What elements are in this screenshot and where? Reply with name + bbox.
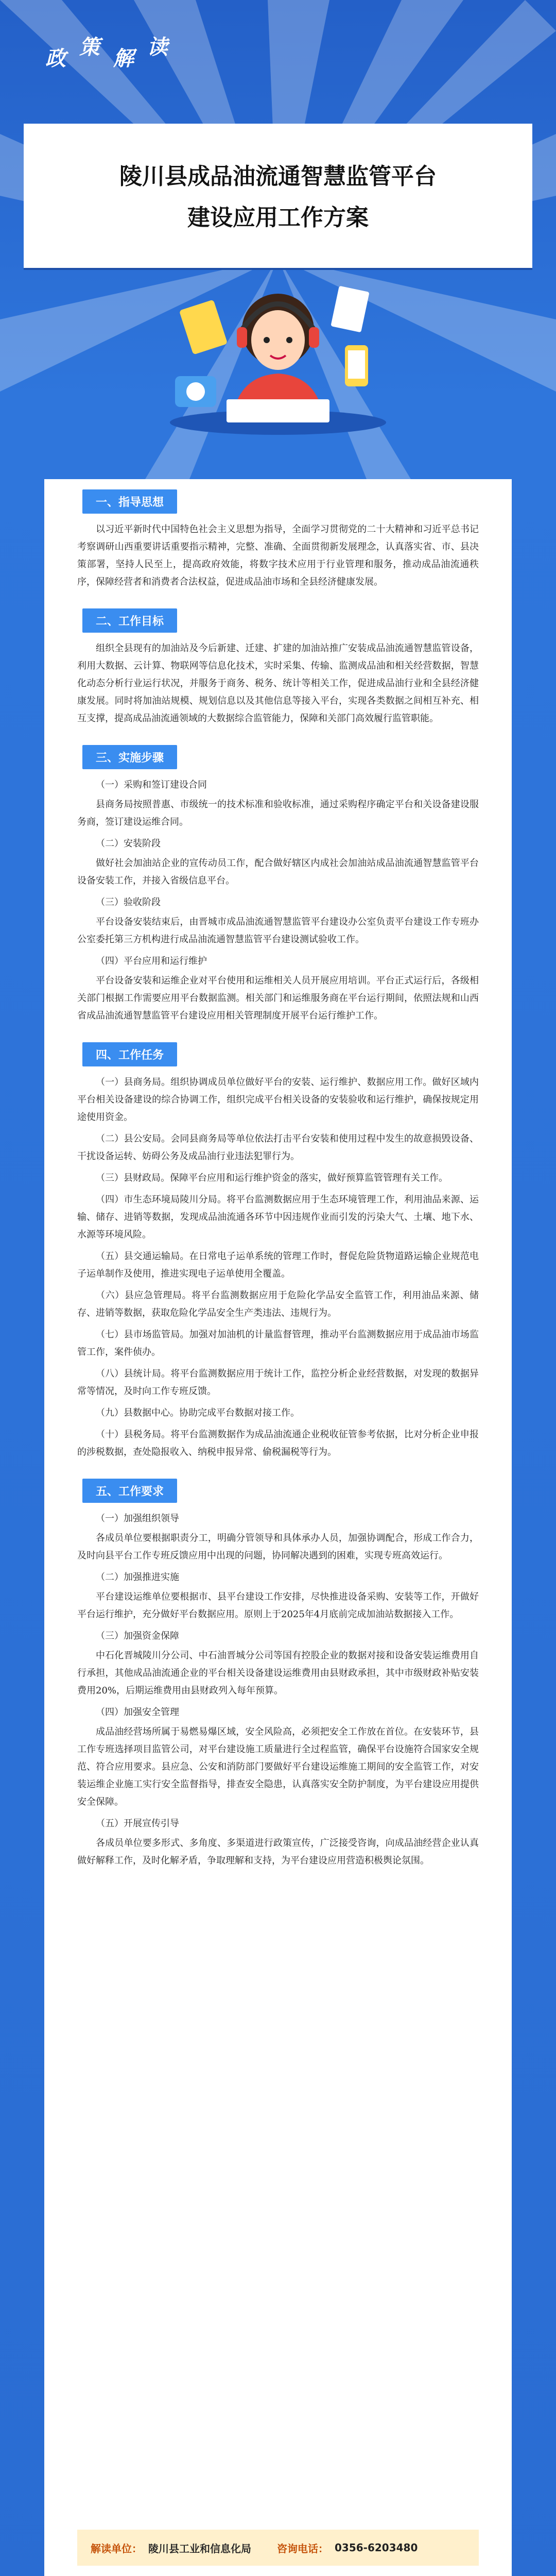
unit-name: 陵川县工业和信息化局 bbox=[148, 2542, 251, 2555]
phone-number: 0356-6203480 bbox=[335, 2541, 418, 2554]
section-heading: 二、工作目标 bbox=[82, 608, 177, 633]
document-body bbox=[77, 489, 479, 1887]
badge-char: 策 bbox=[79, 36, 103, 59]
customer-service-illustration bbox=[165, 268, 391, 438]
paragraph: （五）县交通运输局。在日常电子运单系统的管理工作时，督促危险货物道路运输企业规范电子运单制作及使用，推进实现电子运单使用全覆盖。 bbox=[77, 1251, 479, 1279]
title-line-2: 建设应用工作方案 bbox=[187, 205, 369, 231]
paragraph: 县商务局按照普惠、市级统一的技术标准和验收标准，通过采购程序确定平台和关设备建设服务商，签订建设运维合同。 bbox=[77, 799, 479, 827]
subheading: （二）加强推进实施 bbox=[96, 1572, 179, 1583]
subheading: （四）加强安全管理 bbox=[96, 1707, 179, 1718]
paragraph: （一）县商务局。组织协调成员单位做好平台的安装、运行维护、数据应用工作。做好区域内平台相关设备建设的综合协调工作，组织完成平台相关设备的安装验收和运行维护，确保按规定用途使用资金。 bbox=[77, 1077, 479, 1123]
paragraph: 成品油经营场所属于易燃易爆区域，安全风险高，必须把安全工作放在首位。在安装环节，县工作专班选择项目监管公司，对平台建设施工质量进行全过程监管，确保平台设施符合国家安全规范、符合应用要求。县应急、公安和消防部门要做好平台建设运维施工期间的安全监管工作，对安装运维企业施工实行安全监督指导，排查安全隐患，认真落实安全防护制度，为平台建设应用提供安全保障。 bbox=[77, 1726, 479, 1807]
paragraph: 各成员单位要多形式、多角度、多渠道进行政策宣传，广泛接受咨询，向成品油经营企业认真做好解释工作，及时化解矛盾，争取理解和支持，为平台建设应用营造积极舆论氛围。 bbox=[77, 1838, 479, 1866]
paragraph: 各成员单位要根据职责分工，明确分管领导和具体承办人员，加强协调配合，形成工作合力，及时向县平台工作专班反馈应用中出现的问题，协同解决遇到的困难，实现专班高效运行。 bbox=[77, 1533, 479, 1561]
unit-label: 解读单位： bbox=[91, 2542, 142, 2555]
subheading: （五）开展宣传引导 bbox=[96, 1818, 179, 1829]
section-heading: 三、实施步骤 bbox=[82, 745, 177, 769]
paragraph: （四）市生态环境局陵川分局。将平台监测数据应用于生态环境管理工作，利用油品来源、运输、储存、进销等数据，发现成品油流通各环节中因违规作业而引发的污染大气、土壤、地下水、水源等环境风险。 bbox=[77, 1194, 479, 1240]
phone-label: 咨询电话： bbox=[277, 2542, 328, 2555]
section-heading: 五、工作要求 bbox=[82, 1479, 177, 1503]
badge-char: 读 bbox=[147, 36, 171, 59]
paragraph: 平台设备安装结束后，由晋城市成品油流通智慧监管平台建设办公室负责平台建设工作专班办公室委托第三方机构进行成品油流通智慧监管平台建设测试验收工作。 bbox=[77, 917, 479, 945]
subheading: （一）加强组织领导 bbox=[96, 1513, 179, 1524]
subheading: （三）加强资金保障 bbox=[96, 1631, 179, 1641]
title-card bbox=[24, 124, 532, 268]
contact-bar bbox=[77, 2530, 479, 2566]
subheading: （二）安装阶段 bbox=[96, 838, 161, 849]
paragraph: 以习近平新时代中国特色社会主义思想为指导，全面学习贯彻党的二十大精神和习近平总书记考察调研山西重要讲话重要指示精神，完整、准确、全面贯彻新发展理念，认真落实省、市、县决策部署，坚持人民至上，提高政府效能，将数字技术应用于行业管理和服务，推动成品油流通秩序，保障经营者和消费者合法权益，促进成品油市场和全县经济健康发展。 bbox=[77, 524, 479, 587]
paragraph: （七）县市场监管局。加强对加油机的计量监督管理，推动平台监测数据应用于成品油市场监管工作，案件侦办。 bbox=[77, 1329, 479, 1358]
paragraph: 平台设备安装和运维企业对平台使用和运维相关人员开展应用培训。平台正式运行后，各级相关部门根据工作需要应用平台数据监测。相关部门和运维服务商在平台运行期间，依照法规和山西省成品油流通智慧监管平台建设应用相关管理制度开展平台运行维护工作。 bbox=[77, 975, 479, 1021]
paragraph: （八）县统计局。将平台监测数据应用于统计工作，监控分析企业经营数据，对发现的数据异常等情况，及时向工作专班反馈。 bbox=[77, 1368, 479, 1397]
paragraph: 中石化晋城陵川分公司、中石油晋城分公司等国有控股企业的数据对接和设备安装运维费用自行承担，其他成品油流通企业的平台相关设备建设运维费用由县财政承担，其中市级财政补贴安装费用20%，后期运维费用由县财政列入每年预算。 bbox=[77, 1650, 479, 1696]
subheading: （四）平台应用和运行维护 bbox=[96, 956, 207, 967]
paragraph: 组织全县现有的加油站及今后新建、迁建、扩建的加油站推广安装成品油流通智慧监管设备，利用大数据、云计算、物联网等信息化技术，实时采集、传输、监测成品油和相关经营数据，智慧化动态分析行业运行状况，并服务于商务、税务、统计等相关工作，促进成品油行业和全县经济健康发展。同时将加油站规模、规划信息以及其他信息等接入平台，实现各类数据之间相互补充、相互支撑，提高成品油流通领域的大数据综合监管能力，保障和关部门高效履行监管职能。 bbox=[77, 643, 479, 724]
section-heading: 一、指导思想 bbox=[82, 489, 177, 514]
section bbox=[77, 1479, 479, 1870]
paragraph: （三）县财政局。保障平台应用和运行维护资金的落实，做好预算监管管理有关工作。 bbox=[96, 1173, 448, 1183]
subheading: （一）采购和签订建设合同 bbox=[96, 779, 207, 790]
section bbox=[77, 489, 479, 591]
paragraph: （六）县应急管理局。将平台监测数据应用于危险化学品安全监管工作，利用油品来源、储存、进销等数据，获取危险化学品安全生产类违法、违规行为。 bbox=[77, 1290, 479, 1318]
section bbox=[77, 1042, 479, 1461]
badge-char: 政 bbox=[45, 47, 69, 71]
paragraph: 平台建设运维单位要根据市、县平台建设工作安排，尽快推进设备采购、安装等工作，开做好平台运行维护，充分做好平台数据应用。原则上于2025年4月底前完成加油站数据接入工作。 bbox=[77, 1591, 479, 1620]
badge-char: 解 bbox=[113, 47, 137, 71]
title-line-1: 陵川县成品油流通智慧监管平台 bbox=[119, 163, 437, 190]
section-heading: 四、工作任务 bbox=[82, 1042, 177, 1066]
paragraph: （十）县税务局。将平台监测数据作为成品油流通企业税收征管参考依据，比对分析企业申报的涉税数据，查处隐报收入、纳税申报异常、偷税漏税等行为。 bbox=[77, 1429, 479, 1458]
paragraph: （九）县数据中心。协助完成平台数据对接工作。 bbox=[96, 1408, 300, 1418]
subheading: （三）验收阶段 bbox=[96, 897, 161, 908]
policy-interpretation-badge bbox=[45, 36, 171, 71]
section bbox=[77, 608, 479, 727]
paragraph: （二）县公安局。会同县商务局等单位依法打击平台安装和使用过程中发生的故意损毁设备、干扰设备运转、妨碍公务及成品油行业违法犯罪行为。 bbox=[77, 1133, 479, 1162]
section bbox=[77, 745, 479, 1025]
paragraph: 做好社会加油站企业的宣传动员工作，配合做好辖区内成社会加油站成品油流通智慧监管平台设备安装工作，并接入省级信息平台。 bbox=[77, 858, 479, 886]
